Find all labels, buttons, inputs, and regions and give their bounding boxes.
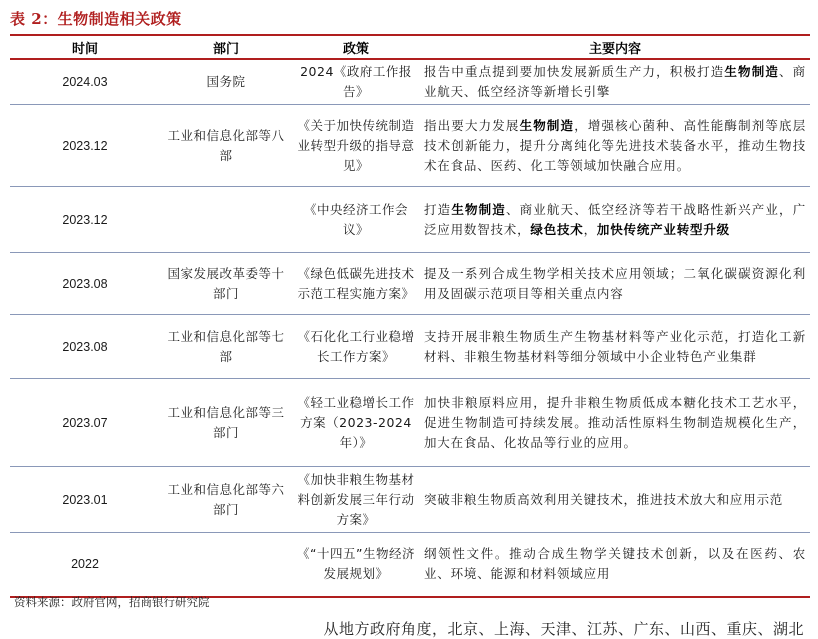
table-header-row [10, 35, 810, 59]
cell-policy: 《关于加快传统制造业转型升级的指导意见》 [297, 117, 415, 173]
cell-time: 2023.07 [62, 415, 108, 430]
content-text: 纲领性文件。推动合成生物学关键技术创新，以及在医药、农业、环境、能源和材料领域应用 [424, 546, 806, 582]
cell-content [420, 315, 810, 379]
table-row [10, 533, 810, 597]
content-text: ，增强核心菌种、高性能酶制剂等底层技术创新能力，提升分离纯化等先进技术装备水平，推动生物技术在食品、医药、化工等领域加快融合应用。 [424, 117, 806, 173]
table-row [10, 467, 810, 533]
body-text-caption: 从地方政府角度，北京、上海、天津、江苏、广东、山西、重庆、湖北 [323, 620, 804, 638]
cell-content [420, 105, 810, 187]
cell-department: 国务院 [206, 74, 246, 89]
header-department: 部门 [212, 41, 239, 57]
content-text: 加快非粮原料应用，提升非粮生物质低成本糖化技术工艺水平，促进生物制造可持续发展。推动活性原料生物制造规模化生产，加大在食品、化妆品等行业的应用。 [424, 394, 806, 450]
cell-time: 2023.01 [62, 492, 108, 507]
table-row [10, 253, 810, 315]
header-policy: 政策 [342, 41, 369, 57]
cell-department [160, 533, 292, 597]
cell-department: 国家发展改革委等十部门 [167, 265, 285, 301]
cell-time: 2024.03 [62, 75, 108, 89]
cell-department: 工业和信息化部等八部 [167, 127, 285, 163]
table-row [10, 187, 810, 253]
cell-policy: 《石化化工行业稳增长工作方案》 [297, 328, 415, 364]
cell-content [420, 467, 810, 533]
highlight-text: 加快传统产业转型升级 [596, 221, 730, 237]
cell-time: 2023.12 [62, 138, 108, 153]
cell-time: 2023.08 [62, 276, 108, 291]
cell-policy: 《加快非粮生物基材料创新发展三年行动方案》 [297, 471, 415, 527]
highlight-text: 绿色技术 [530, 221, 584, 237]
cell-content [420, 187, 810, 253]
content-text: 打造 [424, 201, 452, 217]
cell-time: 2022 [71, 557, 99, 572]
cell-department: 工业和信息化部等六部门 [167, 481, 285, 517]
cell-policy: 2024《政府工作报告》 [300, 64, 412, 99]
header-content: 主要内容 [588, 41, 641, 57]
content-text: 支持开展非粮生物质生产生物基材料等产业化示范，打造化工新材料、非粮生物基材料等细分领域中小企业特色产业集群 [424, 328, 806, 364]
content-text: 突破非粮生物质高效利用关键技术，推进技术放大和应用示范 [424, 491, 784, 507]
table-row [10, 59, 810, 105]
content-text: ， [583, 221, 597, 237]
cell-department [160, 187, 292, 253]
cell-policy: 《绿色低碳先进技术示范工程实施方案》 [297, 265, 415, 301]
table-row [10, 105, 810, 187]
cell-time: 2023.08 [62, 339, 108, 354]
cell-department: 工业和信息化部等七部 [167, 328, 285, 364]
cell-time: 2023.12 [62, 212, 108, 227]
highlight-text: 生物制造 [724, 64, 780, 79]
cell-policy: 《“十四五”生物经济发展规划》 [297, 546, 415, 582]
cell-content [420, 533, 810, 597]
highlight-text: 生物制造 [451, 201, 506, 217]
table-row [10, 379, 810, 467]
cell-department: 工业和信息化部等三部门 [167, 404, 285, 440]
cell-policy: 《轻工业稳增长工作方案（2023-2024年）》 [297, 394, 415, 450]
table-row [10, 315, 810, 379]
content-text: 指出要大力发展 [424, 117, 520, 133]
header-time: 时间 [71, 41, 98, 57]
table-title: 表 2：生物制造相关政策 [10, 10, 182, 28]
highlight-text: 生物制造 [519, 117, 575, 133]
cell-content [420, 253, 810, 315]
content-text: 提及一系列合成生物学相关技术应用领域；二氧化碳碳资源化利用及固碳示范项目等相关重点内容 [424, 265, 806, 301]
content-text: 、商业航天、低空经济等新增长引擎 [424, 64, 806, 99]
cell-content [420, 59, 810, 105]
content-text: 、商业航天、低空经济等若干战略性新兴产业，广泛应用数智技术， [424, 201, 806, 237]
cell-policy: 《中央经济工作会议》 [303, 201, 408, 237]
cell-content [420, 379, 810, 467]
policy-table [10, 34, 810, 598]
content-text: 报告中重点提到要加快发展新质生产力，积极打造 [424, 64, 725, 79]
source-note: 资料来源：政府官网，招商银行研究院 [14, 595, 210, 609]
